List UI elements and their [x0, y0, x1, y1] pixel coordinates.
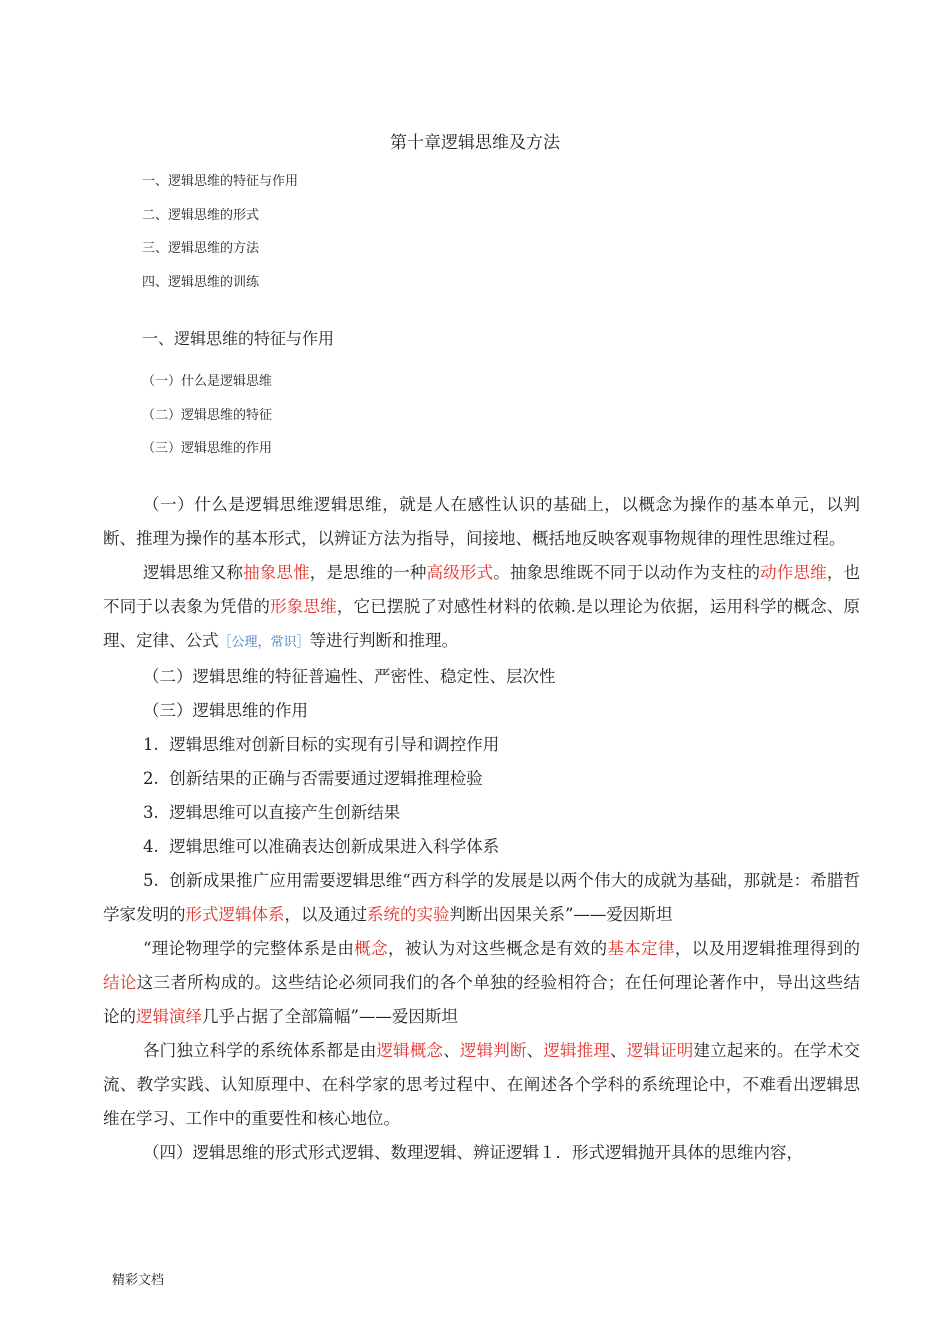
subsection-item-2: （二）逻辑思维的特征	[142, 408, 273, 423]
highlight-term: 逻辑概念	[376, 1041, 444, 1060]
annotation-note: ［公理，常识］	[218, 635, 310, 650]
text-segment: 5. 创新成果推广应用需要逻辑思维“西方科学的发展是以两个伟大的成就为基础，那就是：希腊哲学家发明的	[103, 871, 860, 924]
separator: 、	[443, 1041, 460, 1060]
text-segment: 几乎占据了全部篇幅”——爱因斯坦	[202, 1007, 458, 1026]
paragraph-science-systems	[103, 1034, 860, 1136]
text-segment: ，以及通过	[284, 905, 367, 924]
page-title: 第十章逻辑思维及方法	[390, 133, 560, 153]
text-segment: “理论物理学的完整体系是由	[143, 939, 355, 958]
text-segment: 建立起来的。在学术交流、教学实践、认知原理中、在科学家的思考过程中、在阐述各个学科的系统理论中，不难看出逻辑思维在学习、工作中的重要性和核心地位。	[103, 1041, 861, 1128]
text-segment: 逻辑思维又称	[143, 563, 244, 582]
subsection-item-3: （三）逻辑思维的作用	[142, 441, 273, 456]
highlight-term: 逻辑证明	[626, 1041, 694, 1060]
list-item: 3. 逻辑思维可以直接产生创新结果	[143, 803, 401, 822]
text-segment: 各门独立科学的系统体系都是由	[143, 1041, 377, 1060]
paragraph-einstein-quote	[103, 932, 860, 1034]
highlight-term: 概念	[354, 939, 389, 958]
highlight-term: 逻辑推理	[543, 1041, 611, 1060]
highlight-term: 形象思维	[270, 597, 337, 616]
highlight-term: 系统的实验	[367, 905, 450, 924]
list-item: 2. 创新结果的正确与否需要通过逻辑推理检验	[143, 769, 483, 788]
separator: 、	[526, 1041, 544, 1060]
toc-item-4: 四、逻辑思维的训练	[142, 275, 260, 290]
text-segment: 判断出因果关系”——爱因斯坦	[449, 905, 673, 924]
highlight-term: 逻辑演绎	[136, 1007, 202, 1026]
highlight-term: 逻辑判断	[459, 1041, 527, 1060]
text-segment: 这三者所构成的。这些结论必须同我们的各个单独的经验相符合；在任何理论著作中，导出这些结论的	[103, 973, 861, 1026]
toc-item-1: 一、逻辑思维的特征与作用	[142, 174, 299, 189]
section-heading: 一、逻辑思维的特征与作用	[142, 329, 335, 348]
text-segment: ，被认为对这些概念是有效的	[388, 939, 608, 958]
list-item: 4. 逻辑思维可以准确表达创新成果进入科学体系	[143, 837, 500, 856]
toc-item-2: 二、逻辑思维的形式	[142, 208, 260, 223]
paragraph-definition: （一）什么是逻辑思维逻辑思维，就是人在感性认识的基础上，以概念为操作的基本单元，以判断、推理为操作的基本形式，以辨证方法为指导，间接地、概括地反映客观事物规律的理性思维过程。	[103, 495, 860, 548]
text-segment: ，以及用逻辑推理得到的	[674, 939, 861, 958]
highlight-term: 形式逻辑体系	[185, 905, 285, 924]
separator: 、	[610, 1041, 627, 1060]
list-item-quote	[103, 864, 860, 932]
subsection-item-1: （一）什么是逻辑思维	[142, 374, 273, 389]
paragraph-functions: （三）逻辑思维的作用	[143, 701, 308, 720]
text-segment: ，也不同于以表象为凭借的	[103, 563, 861, 616]
body-text	[103, 488, 860, 1170]
paragraph-abstract-thinking	[103, 556, 860, 660]
paragraph-features: （二）逻辑思维的特征普遍性、严密性、稳定性、层次性	[143, 667, 556, 686]
highlight-term: 基本定律	[607, 939, 675, 958]
highlight-term: 结论	[103, 973, 137, 992]
list-item: 1. 逻辑思维对创新目标的实现有引导和调控作用	[143, 735, 500, 754]
highlight-term: 抽象思惟	[243, 563, 310, 582]
paragraph-forms: （四）逻辑思维的形式形式逻辑、数理逻辑、辨证逻辑１．形式逻辑抛开具体的思维内容，	[143, 1143, 803, 1162]
text-segment: 等进行判断和推理。	[309, 631, 459, 650]
highlight-term: 高级形式	[426, 563, 494, 582]
text-segment: ，是思维的一种	[309, 563, 427, 582]
text-segment: ，它已摆脱了对感性材料的依赖.是以理论为依据，运用科学的概念、原理、定律、公式	[103, 597, 861, 650]
toc-item-3: 三、逻辑思维的方法	[142, 241, 260, 256]
page-footer: 精彩文档	[112, 1273, 165, 1288]
highlight-term: 动作思维	[760, 563, 827, 582]
text-segment: 。抽象思维既不同于以动作为支柱的	[493, 563, 761, 582]
